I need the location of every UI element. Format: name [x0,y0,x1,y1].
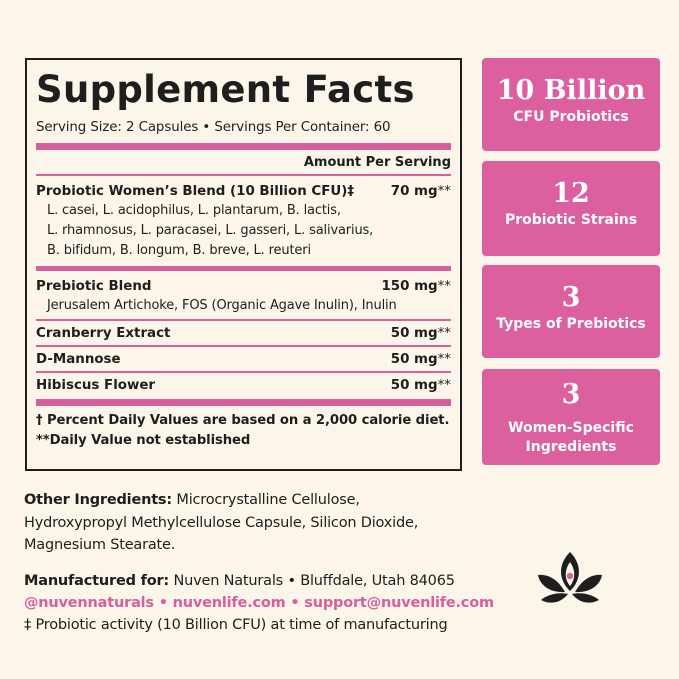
divider-thick [36,399,451,406]
manufacturer-info [24,570,494,636]
other-ingredients-heading: Other Ingredients: [24,492,172,508]
badge-value: 3 [561,379,581,410]
other-ingredients-text: Microcrystalline Cellulose, Hydroxypropyl Methylcellulose Capsule, Silicon Dioxide, Magnesium Stearate. [24,492,419,553]
badge-value: 12 [552,178,590,209]
badge-label: Probiotic Strains [504,212,638,228]
badge-label: CFU Probiotics [513,109,629,125]
manufacturer-line: Manufactured for: Nuven Naturals • Bluffdale, Utah 84065 [24,573,455,589]
footnote-not-established: **Daily Value not established [36,433,251,448]
ingredient-row: Hibiscus Flower 50 mg** [36,378,451,393]
other-ingredients [24,489,464,557]
prebiotic-name: Prebiotic Blend [36,279,152,294]
prebiotic-row [36,277,451,296]
lotus-logo-icon [535,548,605,608]
divider [36,371,451,373]
badge-value: 10 Billion [496,75,646,106]
divider-medium [36,266,451,271]
badge-prebiotics [482,265,660,358]
contact-links[interactable]: @nuvennaturals • nuvenlife.com • support@nuvenlife.com [24,595,494,611]
supplement-facts-panel [25,58,462,471]
probiotic-footnote: ‡ Probiotic activity (10 Billion CFU) at time of manufacturing [24,617,448,633]
divider [36,345,451,347]
panel-title: Supplement Facts [36,68,415,111]
divider-thick [36,143,451,150]
badge-label: Women-Specific Ingredients [508,420,634,455]
prebiotic-amount: 150 mg** [381,279,451,294]
ingredient-row: Cranberry Extract 50 mg** [36,326,451,341]
strain-line: L. casei, L. acidophilus, L. plantarum, B. lactis, [47,203,341,218]
strain-line: B. bifidum, B. longum, B. breve, L. reuteri [47,243,311,258]
ingredient-row: D-Mannose 50 mg** [36,352,451,367]
amount-per-serving-header: Amount Per Serving [303,155,451,170]
blend-name: Probiotic Women’s Blend (10 Billion CFU)‡ [36,184,355,199]
blend-row [36,182,451,201]
serving-info: Serving Size: 2 Capsules • Servings Per Container: 60 [36,120,391,135]
badge-label: Types of Prebiotics [496,316,646,332]
strain-line: L. rhamnosus, L. paracasei, L. gasseri, L. salivarius, [47,223,374,238]
badge-cfu [482,58,660,151]
footnote-daily-values: † Percent Daily Values are based on a 2,000 calorie diet. [36,413,450,428]
badge-women-specific [482,369,660,465]
divider [36,174,451,176]
blend-amount: 70 mg** [390,184,451,199]
badge-strains [482,161,660,256]
prebiotic-detail: Jerusalem Artichoke, FOS (Organic Agave Inulin), Inulin [47,298,397,313]
badge-value: 3 [561,282,581,313]
divider [36,319,451,321]
